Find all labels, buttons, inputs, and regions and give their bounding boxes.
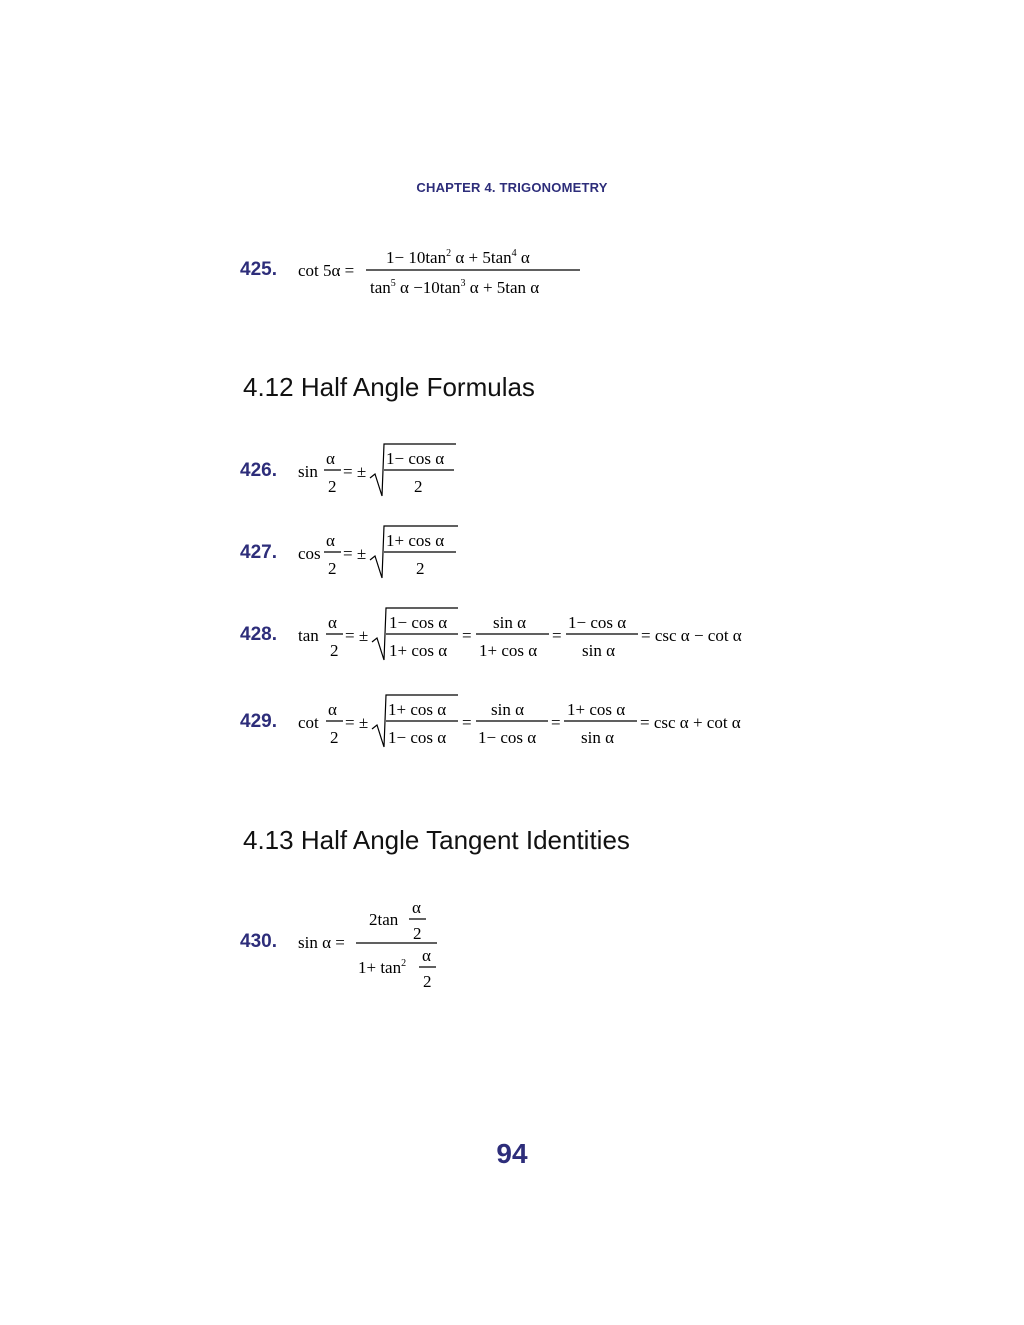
formula-430-lhs: sin α =: [298, 933, 345, 952]
formula-426-radicand-denominator: 2: [414, 477, 423, 496]
formula-429-half-denominator: 2: [330, 728, 339, 747]
formula-number-426: 426.: [240, 460, 277, 481]
formula-429-fraction-2-denominator: 1− cos α: [478, 728, 537, 747]
formula-427: [296, 522, 476, 584]
formula-425-lhs: cot 5α =: [298, 261, 355, 280]
formula-number-427: 427.: [240, 542, 277, 563]
formula-425-numerator: $1- 10\tan^2$ $\alpha + 5\tan^4$ α: [386, 248, 530, 267]
formula-428-fraction-3-denominator: sin α: [582, 641, 615, 660]
formula-428-radicand-denominator: 1+ cos α: [389, 641, 448, 660]
formula-429-equals-3: =: [551, 713, 561, 732]
formula-429-function: cot: [298, 713, 319, 732]
formula-429-equals-2: =: [462, 713, 472, 732]
formula-428: [296, 604, 766, 666]
formula-428-function: tan: [298, 626, 319, 645]
formula-427-radicand-numerator: 1+ cos α: [386, 531, 445, 550]
formula-427-half-denominator: 2: [328, 559, 337, 578]
section-title-half-angle-formulas: 4.12 Half Angle Formulas: [243, 372, 535, 402]
formula-426-radicand-numerator: 1− cos α: [386, 449, 445, 468]
formula-426: [296, 440, 476, 502]
formula-428-radicand-numerator: 1− cos α: [389, 613, 448, 632]
formula-430: [296, 895, 456, 995]
formula-425: [296, 240, 596, 304]
formula-427-radicand-denominator: 2: [416, 559, 425, 578]
chapter-header: CHAPTER 4. TRIGONOMETRY: [416, 180, 608, 195]
formula-429-fraction-3-denominator: sin α: [581, 728, 614, 747]
formula-429-radicand-denominator: 1− cos α: [388, 728, 447, 747]
formula-number-428: 428.: [240, 624, 277, 645]
formula-430-denominator-tan: $1+ \tan^2$: [358, 958, 407, 977]
formula-number-429: 429.: [240, 711, 277, 732]
formula-427-half-numerator: α: [326, 531, 335, 550]
formula-428-equals-3: =: [552, 626, 562, 645]
formula-number-425: 425.: [240, 259, 277, 280]
formula-428-equals-2: =: [462, 626, 472, 645]
formula-428-equals: = ±: [345, 626, 369, 645]
formula-429-result: = csc α + cot α: [640, 713, 741, 732]
formula-427-equals: = ±: [343, 544, 367, 563]
formula-430-numerator-frac-den: 2: [413, 924, 422, 943]
formula-428-fraction-2-denominator: 1+ cos α: [479, 641, 538, 660]
formula-429: [296, 691, 766, 753]
formula-429-fraction-3-numerator: 1+ cos α: [567, 700, 626, 719]
formula-428-result: = csc α − cot α: [641, 626, 742, 645]
formula-426-half-numerator: α: [326, 449, 335, 468]
formula-number-430: 430.: [240, 931, 277, 952]
formula-427-function: cos: [298, 544, 321, 563]
formula-429-radicand-numerator: 1+ cos α: [388, 700, 447, 719]
formula-428-half-numerator: α: [328, 613, 337, 632]
formula-428-half-denominator: 2: [330, 641, 339, 660]
formula-429-equals: = ±: [345, 713, 369, 732]
formula-430-denominator-frac-den: 2: [423, 972, 432, 991]
formula-425-denominator: $\tan^5 \alpha -10\tan^3$ α + 5tan α: [370, 278, 540, 297]
formula-430-denominator-frac-num: α: [422, 946, 431, 965]
page-number: 94: [496, 1138, 528, 1169]
section-title-half-angle-tangent-identities: 4.13 Half Angle Tangent Identities: [243, 825, 630, 855]
formula-428-fraction-3-numerator: 1− cos α: [568, 613, 627, 632]
formula-430-numerator-frac-num: α: [412, 898, 421, 917]
formula-429-half-numerator: α: [328, 700, 337, 719]
formula-426-half-denominator: 2: [328, 477, 337, 496]
formula-430-numerator-tan: 2tan: [369, 910, 399, 929]
formula-428-fraction-2-numerator: sin α: [493, 613, 526, 632]
formula-426-equals: = ±: [343, 462, 367, 481]
formula-426-function: sin: [298, 462, 318, 481]
formula-429-fraction-2-numerator: sin α: [491, 700, 524, 719]
